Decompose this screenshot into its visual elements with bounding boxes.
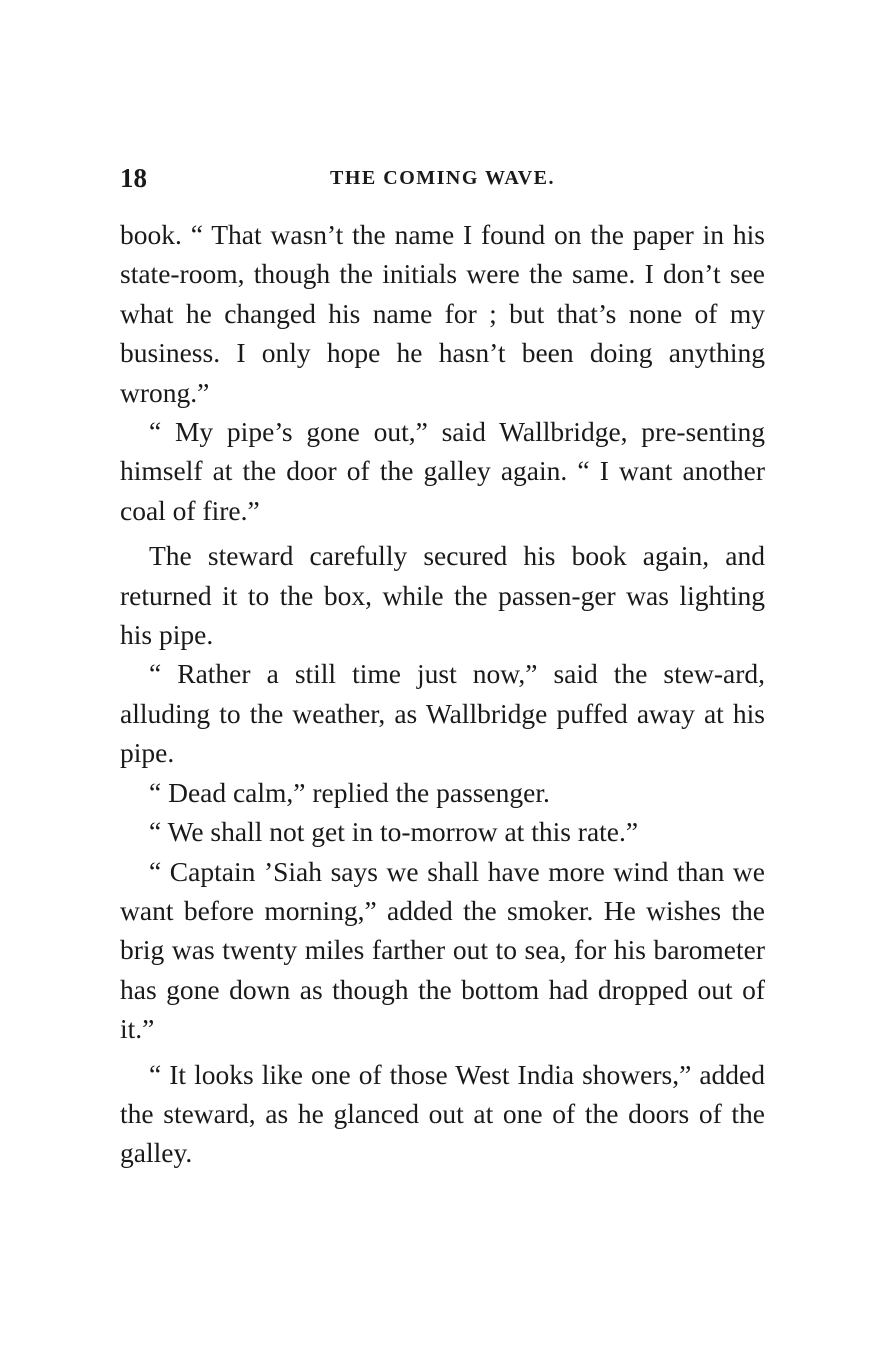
running-title: THE COMING WAVE. [330,167,555,189]
page-number: 18 [120,163,147,193]
paragraph-pipe-gone-out: “ My pipe’s gone out,” said Wallbridge, pre-senting himself at the door of the galley again. “ I want another coal of fire.” [120,416,765,526]
paragraph-continuation: book. “ That wasn’t the name I found on the paper in his state-room, though the initials were the same. I don’t see what he changed his name for ; but that’s none of my business. I only hope he hasn’t been doing anything wrong.” [120,219,765,408]
paragraph-dead-calm: “ Dead calm,” replied the passenger. [149,776,550,808]
paragraph-west-india: “ It looks like one of those West India showers,” added the steward, as he glanced out at one of the doors of the galley. [120,1058,765,1169]
running-head [120,160,765,196]
paragraph-still-time: “ Rather a still time just now,” said the stew-ard, alluding to the weather, as Wallbridge puffed away at his pipe. [120,658,765,769]
paragraph-captain-siah: “ Captain ’Siah says we shall have more wind than we want before morning,” added the smoker. He wishes the brig was twenty miles farther out to sea, for his barometer has gone down as though the bottom had dropped out of it.” [120,855,765,1045]
paragraph-steward-book: The steward carefully secured his book again, and returned it to the box, while the passen-ger was lighting his pipe. [120,540,765,651]
body-text [120,215,765,1173]
paragraph-tomorrow: “ We shall not get in to-morrow at this rate.” [149,816,639,848]
